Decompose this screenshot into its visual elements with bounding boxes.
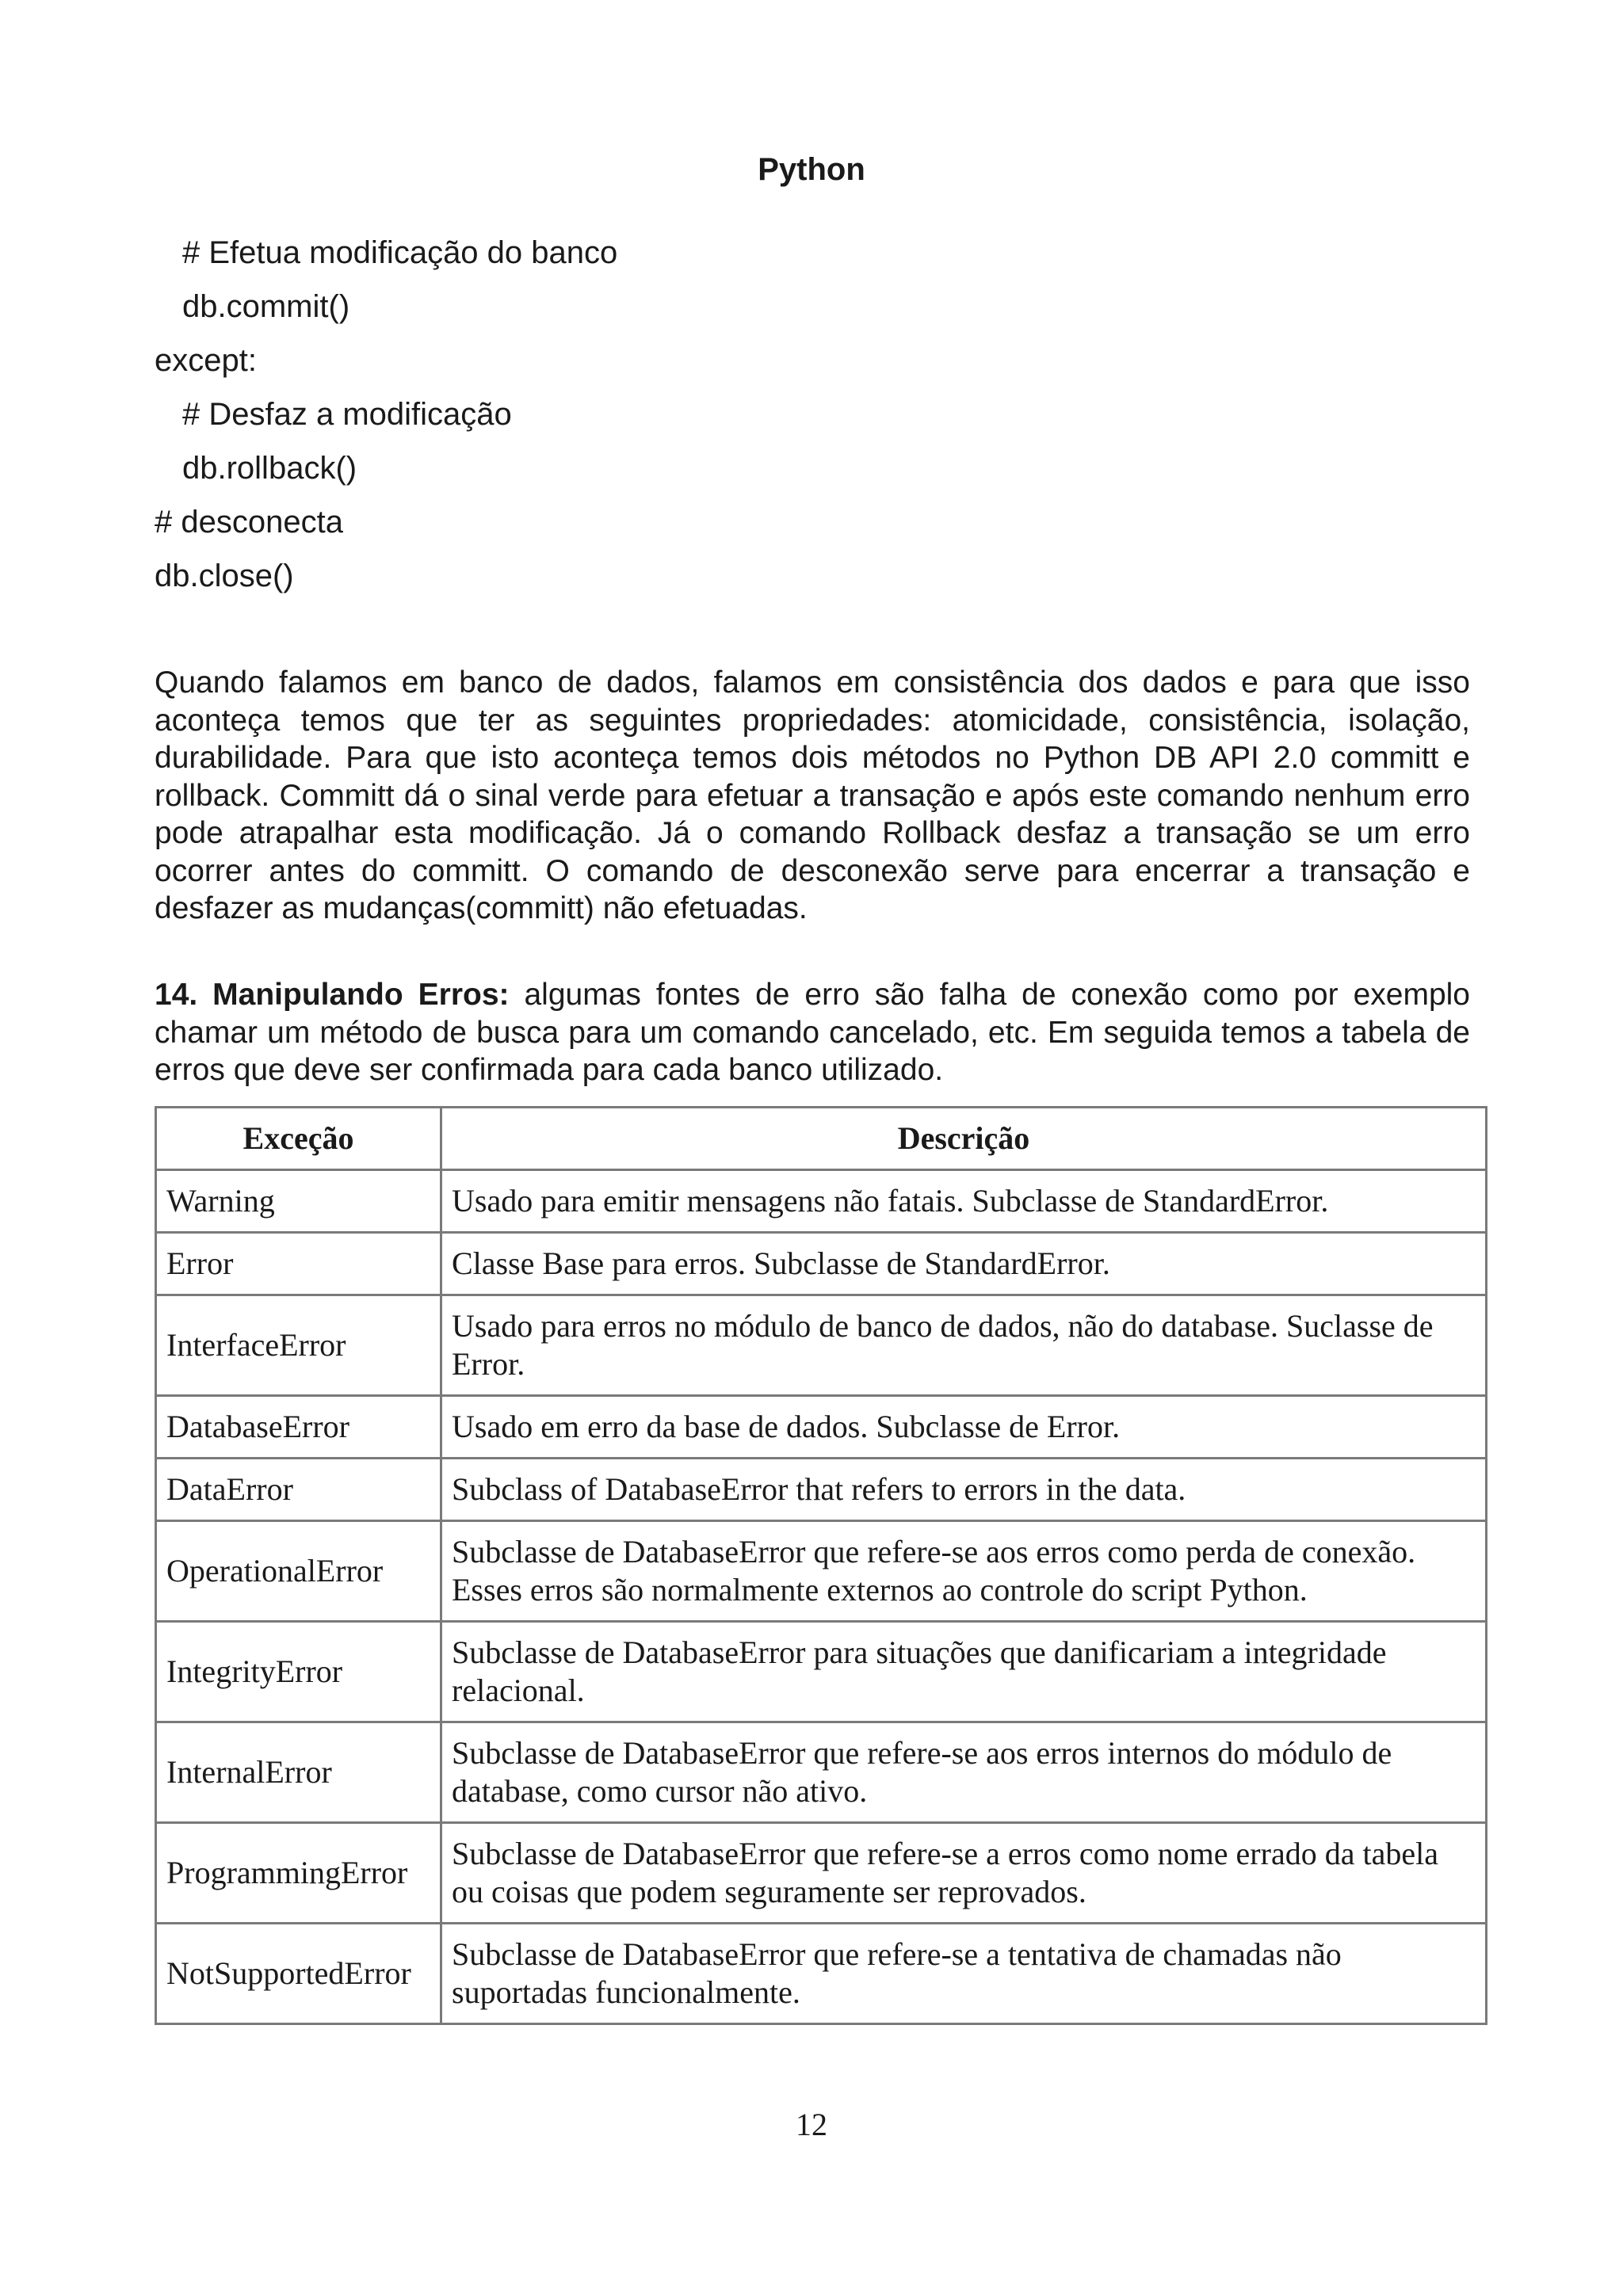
code-line: # Efetua modificação do banco bbox=[182, 235, 618, 270]
description-cell: Subclasse de DatabaseError que refere-se aos erros como perda de conexão. Esses erros são normalmente externos ao controle do script Python. bbox=[441, 1521, 1487, 1622]
description-cell: Usado em erro da base de dados. Subclasse de Error. bbox=[441, 1396, 1487, 1459]
code-line: except: bbox=[155, 343, 257, 378]
table-row bbox=[156, 1396, 1487, 1459]
table-row bbox=[156, 1924, 1487, 2024]
description-cell: Subclasse de DatabaseError para situações que danificariam a integridade relacional. bbox=[441, 1622, 1487, 1722]
code-line: db.rollback() bbox=[182, 451, 357, 486]
description-cell: Subclasse de DatabaseError que refere-se a tentativa de chamadas não suportadas funcionalmente. bbox=[441, 1924, 1487, 2024]
description-cell: Classe Base para erros. Subclasse de StandardError. bbox=[441, 1233, 1487, 1295]
code-line: db.close() bbox=[155, 559, 294, 593]
description-cell: Usado para erros no módulo de banco de dados, não do database. Suclasse de Error. bbox=[441, 1295, 1487, 1396]
table-row bbox=[156, 1823, 1487, 1924]
page-number: 12 bbox=[796, 2107, 827, 2142]
errors-table bbox=[155, 1106, 1487, 2025]
description-cell: Subclasse de DatabaseError que refere-se aos erros internos do módulo de database, como cursor não ativo. bbox=[441, 1722, 1487, 1823]
page-header-title: Python bbox=[758, 152, 865, 187]
exception-cell: Error bbox=[156, 1233, 441, 1295]
table-row bbox=[156, 1295, 1487, 1396]
exception-cell: InternalError bbox=[156, 1722, 441, 1823]
description-cell: Subclass of DatabaseError that refers to errors in the data. bbox=[441, 1459, 1487, 1521]
code-line: # Desfaz a modificação bbox=[182, 397, 512, 432]
code-snippet bbox=[155, 226, 617, 603]
table-row bbox=[156, 1170, 1487, 1233]
description-cell: Usado para emitir mensagens não fatais. Subclasse de StandardError. bbox=[441, 1170, 1487, 1233]
table-row bbox=[156, 1521, 1487, 1622]
exception-cell: DataError bbox=[156, 1459, 441, 1521]
consistency-paragraph: Quando falamos em banco de dados, falamos em consistência dos dados e para que isso aconteça temos que ter as seguintes propriedades: atomicidade, consistência, isolação, durabilidade. Para que isto aconteça temos dois métodos no Python DB API 2.0 committ e rollback. Committ dá o sinal verde para efetuar a transação e após este comando nenhum erro pode atrapalhar esta modificação. Já o comando Rollback desfaz a transação se um erro ocorrer antes do committ. O comando de desconexão serve para encerrar a transação e desfazer as mudanças(committ) não efetuadas. bbox=[155, 666, 1470, 925]
code-line: db.commit() bbox=[182, 289, 350, 324]
column-header-description: Descrição bbox=[441, 1108, 1487, 1170]
table-row bbox=[156, 1459, 1487, 1521]
table-row bbox=[156, 1233, 1487, 1295]
exception-cell: NotSupportedError bbox=[156, 1924, 441, 2024]
section-14-paragraph bbox=[155, 976, 1470, 1089]
section-14-text: algumas fontes de erro são falha de conexão como por exemplo chamar um método de busca para um comando cancelado, etc. Em seguida temos a tabela de erros que deve ser confirmada para cada banco utilizado. bbox=[155, 978, 1470, 1087]
code-line: # desconecta bbox=[155, 505, 343, 540]
section-14-heading: 14. Manipulando Erros: bbox=[155, 978, 510, 1012]
exception-cell: ProgrammingError bbox=[156, 1823, 441, 1924]
description-cell: Subclasse de DatabaseError que refere-se a erros como nome errado da tabela ou coisas que podem seguramente ser reprovados. bbox=[441, 1823, 1487, 1924]
column-header-exception: Exceção bbox=[156, 1108, 441, 1170]
exception-cell: IntegrityError bbox=[156, 1622, 441, 1722]
exception-cell: DatabaseError bbox=[156, 1396, 441, 1459]
exception-cell: InterfaceError bbox=[156, 1295, 441, 1396]
table-row bbox=[156, 1622, 1487, 1722]
table-header-row bbox=[156, 1108, 1487, 1170]
exception-cell: Warning bbox=[156, 1170, 441, 1233]
table-row bbox=[156, 1722, 1487, 1823]
exception-cell: OperationalError bbox=[156, 1521, 441, 1622]
